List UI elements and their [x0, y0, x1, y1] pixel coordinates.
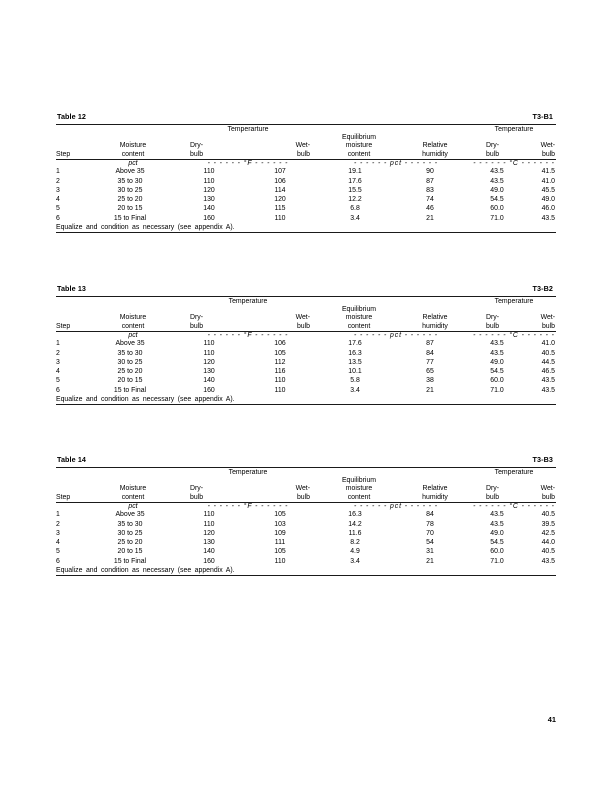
cell-emc: 13.5 — [348, 358, 362, 366]
group-header-temperature-f: Temperarture — [227, 126, 269, 133]
cell-moisture-content: Above 35 — [115, 168, 145, 176]
cell-wet-bulb-f: 105 — [274, 511, 286, 519]
cell-dry-bulb-c: 49.0 — [490, 529, 504, 537]
table-note-row — [56, 395, 556, 404]
table-row — [56, 204, 556, 213]
cell-emc: 3.4 — [350, 386, 360, 394]
cell-dry-bulb-c: 43.5 — [490, 520, 504, 528]
cell-dry-bulb-c: 71.0 — [490, 557, 504, 565]
cell-relative-humidity: 83 — [426, 186, 434, 194]
cell-step: 5 — [56, 205, 60, 213]
cell-emc: 8.2 — [350, 539, 360, 547]
table-identifier: T3-B1 — [532, 112, 553, 121]
cell-step: 1 — [56, 511, 60, 519]
spacer-cell — [320, 297, 398, 306]
cell-relative-humidity: 87 — [426, 177, 434, 185]
cell-step: 4 — [56, 368, 60, 376]
column-header-dry-bulb-f: Dry- bulb — [190, 142, 204, 158]
cell-moisture-content: 15 to Final — [113, 557, 147, 565]
cell-wet-bulb-f: 112 — [274, 358, 286, 366]
cell-emc: 4.9 — [350, 548, 360, 556]
spacer-cell — [56, 503, 90, 510]
table-note-row — [56, 223, 556, 232]
spacer-cell — [90, 468, 176, 477]
cell-wet-bulb-c: 43.5 — [541, 377, 555, 385]
cell-wet-bulb-c: 42.5 — [541, 529, 555, 537]
table-row — [56, 547, 556, 556]
cell-relative-humidity: 21 — [426, 557, 434, 565]
cell-relative-humidity: 54 — [426, 539, 434, 547]
cell-relative-humidity: 87 — [426, 340, 434, 348]
cell-wet-bulb-f: 107 — [274, 168, 286, 176]
cell-moisture-content: 25 to 20 — [117, 368, 143, 376]
column-header-moisture-content: Moisture content — [119, 314, 147, 330]
table-row — [56, 349, 556, 358]
cell-dry-bulb-f: 140 — [203, 548, 215, 556]
cell-emc: 15.5 — [348, 186, 362, 194]
group-header-temperature-c: Temperature — [494, 126, 534, 133]
spacer-cell — [56, 468, 90, 477]
column-header-relative-humidity: Relative humidity — [422, 142, 448, 158]
units-moisture-content: pct — [128, 160, 138, 168]
table-caption-row — [56, 112, 556, 124]
units-row — [56, 332, 556, 339]
cell-wet-bulb-c: 43.5 — [541, 557, 555, 565]
cell-emc: 17.6 — [348, 177, 362, 185]
table-bottom-rule — [56, 404, 556, 405]
cell-relative-humidity: 78 — [426, 520, 434, 528]
table-row — [56, 358, 556, 367]
column-header-dry-bulb-c: Dry- bulb — [486, 314, 500, 330]
cell-wet-bulb-c: 49.0 — [541, 196, 556, 204]
cell-step: 4 — [56, 539, 60, 547]
table-note-row — [56, 566, 556, 575]
page-number: 41 — [547, 715, 556, 724]
column-header-step: Step — [56, 322, 71, 330]
spacer-cell — [56, 297, 90, 306]
column-header-dry-bulb-f: Dry- bulb — [190, 485, 204, 501]
table-bottom-rule — [56, 575, 556, 576]
cell-dry-bulb-c: 54.5 — [490, 539, 504, 547]
cell-wet-bulb-c: 45.5 — [541, 186, 556, 194]
cell-dry-bulb-f: 130 — [203, 196, 215, 204]
cell-relative-humidity: 77 — [426, 358, 434, 366]
cell-step: 6 — [56, 557, 60, 565]
cell-dry-bulb-c: 49.0 — [490, 358, 504, 366]
cell-step: 6 — [56, 214, 60, 222]
cell-moisture-content: 15 to Final — [113, 214, 147, 222]
column-header-equilibrium-moisture-content: Equilibrium moisture content — [341, 134, 377, 158]
drying-schedule-table — [56, 297, 556, 404]
header-group-row — [56, 468, 556, 477]
group-header-temperature-f: Temperature — [228, 469, 268, 476]
column-header-equilibrium-moisture-content: Equilibrium moisture content — [341, 477, 377, 501]
units-moisture-content: pct — [128, 503, 138, 511]
column-header-step: Step — [56, 150, 71, 158]
cell-step: 1 — [56, 168, 60, 176]
header-group-row — [56, 125, 556, 134]
table-block-14 — [56, 455, 556, 576]
cell-step: 5 — [56, 548, 60, 556]
cell-wet-bulb-f: 105 — [274, 349, 286, 357]
cell-dry-bulb-f: 110 — [203, 520, 215, 528]
cell-wet-bulb-f: 110 — [274, 386, 286, 394]
cell-step: 2 — [56, 349, 60, 357]
cell-moisture-content: 35 to 30 — [117, 349, 143, 357]
cell-wet-bulb-c: 39.5 — [541, 520, 555, 528]
cell-relative-humidity: 65 — [426, 368, 434, 376]
cell-moisture-content: 20 to 15 — [117, 548, 143, 556]
cell-relative-humidity: 46 — [426, 205, 434, 213]
cell-step: 3 — [56, 358, 60, 366]
table-identifier: T3-B3 — [532, 455, 553, 464]
cell-emc: 6.8 — [350, 205, 360, 213]
table-row — [56, 529, 556, 538]
cell-moisture-content: Above 35 — [115, 511, 145, 519]
column-header-step: Step — [56, 493, 71, 501]
cell-moisture-content: 35 to 30 — [117, 520, 143, 528]
table-caption: Table 14 — [57, 455, 87, 464]
cell-emc: 3.4 — [350, 557, 360, 565]
column-header-moisture-content: Moisture content — [119, 485, 147, 501]
cell-dry-bulb-c: 54.5 — [490, 196, 504, 204]
cell-dry-bulb-f: 160 — [203, 214, 215, 222]
units-moisture-content: pct — [128, 332, 138, 340]
units-emc-pct: - - - - - - pct - - - - - - — [353, 332, 438, 340]
cell-dry-bulb-c: 49.0 — [490, 186, 504, 194]
cell-dry-bulb-c: 60.0 — [490, 548, 504, 556]
units-temperature-c: - - - - - - °C - - - - - - — [473, 160, 555, 168]
drying-schedule-table — [56, 468, 556, 575]
cell-wet-bulb-c: 43.5 — [541, 214, 556, 222]
units-row — [56, 503, 556, 510]
table-caption: Table 13 — [57, 284, 87, 293]
cell-emc: 3.4 — [350, 214, 360, 222]
column-header-wet-bulb-f: Wet- bulb — [295, 314, 310, 330]
cell-wet-bulb-c: 40.5 — [541, 511, 555, 519]
table-note: Equalize and condition as necessary (see appendix A). — [56, 567, 235, 574]
table-row — [56, 557, 556, 566]
column-header-dry-bulb-f: Dry- bulb — [190, 314, 204, 330]
table-block-12 — [56, 112, 556, 233]
units-temperature-c: - - - - - - °C - - - - - - — [473, 332, 555, 340]
cell-wet-bulb-f: 103 — [274, 520, 286, 528]
spacer-cell — [90, 297, 176, 306]
header-group-row — [56, 297, 556, 306]
spacer-cell — [320, 468, 398, 477]
table-bottom-rule — [56, 232, 556, 233]
column-header-relative-humidity: Relative humidity — [422, 314, 448, 330]
cell-emc: 12.2 — [348, 196, 362, 204]
cell-dry-bulb-f: 110 — [203, 177, 215, 185]
cell-emc: 11.6 — [348, 529, 362, 537]
column-header-wet-bulb-c: Wet- bulb — [540, 142, 556, 158]
cell-dry-bulb-f: 110 — [203, 340, 215, 348]
cell-step: 5 — [56, 377, 60, 385]
cell-wet-bulb-c: 41.5 — [541, 168, 556, 176]
cell-step: 6 — [56, 386, 60, 394]
spacer-cell — [398, 468, 472, 477]
cell-dry-bulb-f: 160 — [203, 386, 215, 394]
cell-wet-bulb-f: 105 — [274, 548, 286, 556]
spacer-cell — [56, 160, 90, 167]
column-header-wet-bulb-c: Wet- bulb — [540, 485, 555, 501]
cell-wet-bulb-f: 106 — [274, 340, 286, 348]
table-row — [56, 167, 556, 176]
cell-wet-bulb-f: 111 — [274, 539, 286, 547]
spacer-cell — [398, 297, 472, 306]
cell-dry-bulb-f: 140 — [203, 377, 215, 385]
header-sub-row — [56, 477, 556, 502]
table-caption-row — [56, 455, 556, 467]
units-row — [56, 160, 556, 167]
units-emc-pct: - - - - - - pct - - - - - - — [353, 503, 438, 511]
cell-wet-bulb-c: 43.5 — [541, 386, 555, 394]
table-row — [56, 520, 556, 529]
table-row — [56, 195, 556, 204]
cell-wet-bulb-c: 46.0 — [541, 205, 556, 213]
drying-schedule-table — [56, 125, 556, 232]
cell-wet-bulb-c: 44.0 — [541, 539, 555, 547]
cell-step: 3 — [56, 529, 60, 537]
cell-relative-humidity: 90 — [426, 168, 434, 176]
column-header-wet-bulb-f: Wet- bulb — [295, 142, 311, 158]
cell-wet-bulb-c: 40.5 — [541, 349, 555, 357]
cell-wet-bulb-f: 115 — [274, 205, 286, 213]
cell-dry-bulb-c: 71.0 — [490, 386, 504, 394]
column-header-moisture-content: Moisture content — [119, 142, 147, 158]
cell-dry-bulb-f: 160 — [203, 557, 215, 565]
cell-moisture-content: 20 to 15 — [117, 205, 143, 213]
table-row — [56, 367, 556, 376]
spacer-cell — [320, 125, 398, 134]
cell-dry-bulb-f: 120 — [203, 358, 215, 366]
header-sub-row — [56, 134, 556, 159]
cell-dry-bulb-f: 110 — [203, 349, 215, 357]
cell-dry-bulb-f: 140 — [203, 205, 215, 213]
units-temperature-f: - - - - - - °F - - - - - - — [207, 332, 289, 340]
table-identifier: T3-B2 — [532, 284, 553, 293]
cell-emc: 17.6 — [348, 340, 362, 348]
cell-wet-bulb-c: 40.5 — [541, 548, 555, 556]
cell-moisture-content: 20 to 15 — [117, 377, 143, 385]
cell-wet-bulb-c: 46.5 — [541, 368, 555, 376]
column-header-dry-bulb-c: Dry- bulb — [486, 485, 500, 501]
header-sub-row — [56, 306, 556, 331]
cell-wet-bulb-f: 120 — [274, 196, 286, 204]
cell-moisture-content: Above 35 — [115, 340, 145, 348]
cell-dry-bulb-f: 110 — [203, 511, 215, 519]
column-header-relative-humidity: Relative humidity — [422, 485, 448, 501]
units-temperature-f: - - - - - - °F - - - - - - — [207, 503, 289, 511]
column-header-wet-bulb-f: Wet- bulb — [295, 485, 310, 501]
group-header-temperature-c: Temperature — [494, 298, 534, 305]
cell-dry-bulb-c: 43.5 — [490, 349, 504, 357]
cell-relative-humidity: 21 — [426, 214, 434, 222]
units-temperature-f: - - - - - - °F - - - - - - — [207, 160, 289, 168]
cell-dry-bulb-c: 43.5 — [490, 340, 504, 348]
cell-wet-bulb-c: 41.0 — [541, 177, 556, 185]
cell-emc: 10.1 — [348, 368, 362, 376]
cell-dry-bulb-f: 110 — [203, 168, 215, 176]
cell-wet-bulb-f: 110 — [274, 214, 286, 222]
units-temperature-c: - - - - - - °C - - - - - - — [473, 503, 555, 511]
cell-relative-humidity: 74 — [426, 196, 434, 204]
cell-dry-bulb-f: 130 — [203, 368, 215, 376]
cell-wet-bulb-f: 109 — [274, 529, 286, 537]
table-caption: Table 12 — [57, 112, 87, 121]
table-row — [56, 510, 556, 519]
column-header-dry-bulb-c: Dry- bulb — [486, 142, 500, 158]
spacer-cell — [398, 125, 472, 134]
group-header-temperature-c: Temperature — [494, 469, 534, 476]
table-note: Equalize and condition as necessary (see appendix A). — [56, 224, 235, 231]
cell-relative-humidity: 70 — [426, 529, 434, 537]
cell-dry-bulb-c: 60.0 — [490, 377, 504, 385]
spacer-cell — [56, 125, 90, 134]
group-header-temperature-f: Temperature — [228, 298, 268, 305]
cell-dry-bulb-f: 130 — [203, 539, 215, 547]
cell-dry-bulb-c: 60.0 — [490, 205, 504, 213]
cell-step: 1 — [56, 340, 60, 348]
cell-dry-bulb-c: 43.5 — [490, 511, 504, 519]
cell-emc: 14.2 — [348, 520, 362, 528]
table-note: Equalize and condition as necessary (see appendix A). — [56, 396, 235, 403]
cell-step: 2 — [56, 177, 60, 185]
table-row — [56, 186, 556, 195]
cell-emc: 5.8 — [350, 377, 360, 385]
spacer-cell — [90, 125, 176, 134]
cell-wet-bulb-c: 44.5 — [541, 358, 555, 366]
cell-wet-bulb-f: 110 — [274, 557, 286, 565]
cell-relative-humidity: 31 — [426, 548, 434, 556]
cell-wet-bulb-c: 41.0 — [541, 340, 555, 348]
cell-moisture-content: 30 to 25 — [117, 186, 143, 194]
cell-step: 2 — [56, 520, 60, 528]
cell-step: 3 — [56, 186, 60, 194]
table-row — [56, 376, 556, 385]
cell-step: 4 — [56, 196, 60, 204]
cell-relative-humidity: 21 — [426, 386, 434, 394]
cell-dry-bulb-f: 120 — [203, 529, 215, 537]
cell-relative-humidity: 38 — [426, 377, 434, 385]
table-row — [56, 538, 556, 547]
table-caption-row — [56, 284, 556, 296]
table-row — [56, 214, 556, 223]
cell-moisture-content: 15 to Final — [113, 386, 147, 394]
column-header-equilibrium-moisture-content: Equilibrium moisture content — [341, 306, 377, 330]
cell-wet-bulb-f: 114 — [274, 186, 286, 194]
cell-relative-humidity: 84 — [426, 349, 434, 357]
cell-dry-bulb-c: 54.5 — [490, 368, 504, 376]
cell-dry-bulb-c: 71.0 — [490, 214, 504, 222]
column-header-wet-bulb-c: Wet- bulb — [540, 314, 555, 330]
cell-wet-bulb-f: 116 — [274, 368, 286, 376]
cell-wet-bulb-f: 106 — [274, 177, 286, 185]
cell-wet-bulb-f: 110 — [274, 377, 286, 385]
cell-moisture-content: 25 to 20 — [117, 539, 143, 547]
table-block-13 — [56, 284, 556, 405]
cell-moisture-content: 25 to 20 — [117, 196, 143, 204]
cell-relative-humidity: 84 — [426, 511, 434, 519]
cell-emc: 19.1 — [348, 168, 362, 176]
cell-emc: 16.3 — [348, 349, 362, 357]
cell-moisture-content: 30 to 25 — [117, 358, 143, 366]
cell-dry-bulb-c: 43.5 — [490, 168, 504, 176]
cell-dry-bulb-c: 43.5 — [490, 177, 504, 185]
table-row — [56, 339, 556, 348]
table-row — [56, 177, 556, 186]
cell-dry-bulb-f: 120 — [203, 186, 215, 194]
units-emc-pct: - - - - - - pct - - - - - - — [354, 160, 439, 168]
spacer-cell — [56, 332, 90, 339]
cell-moisture-content: 30 to 25 — [117, 529, 143, 537]
table-row — [56, 386, 556, 395]
cell-moisture-content: 35 to 30 — [117, 177, 143, 185]
cell-emc: 16.3 — [348, 511, 362, 519]
